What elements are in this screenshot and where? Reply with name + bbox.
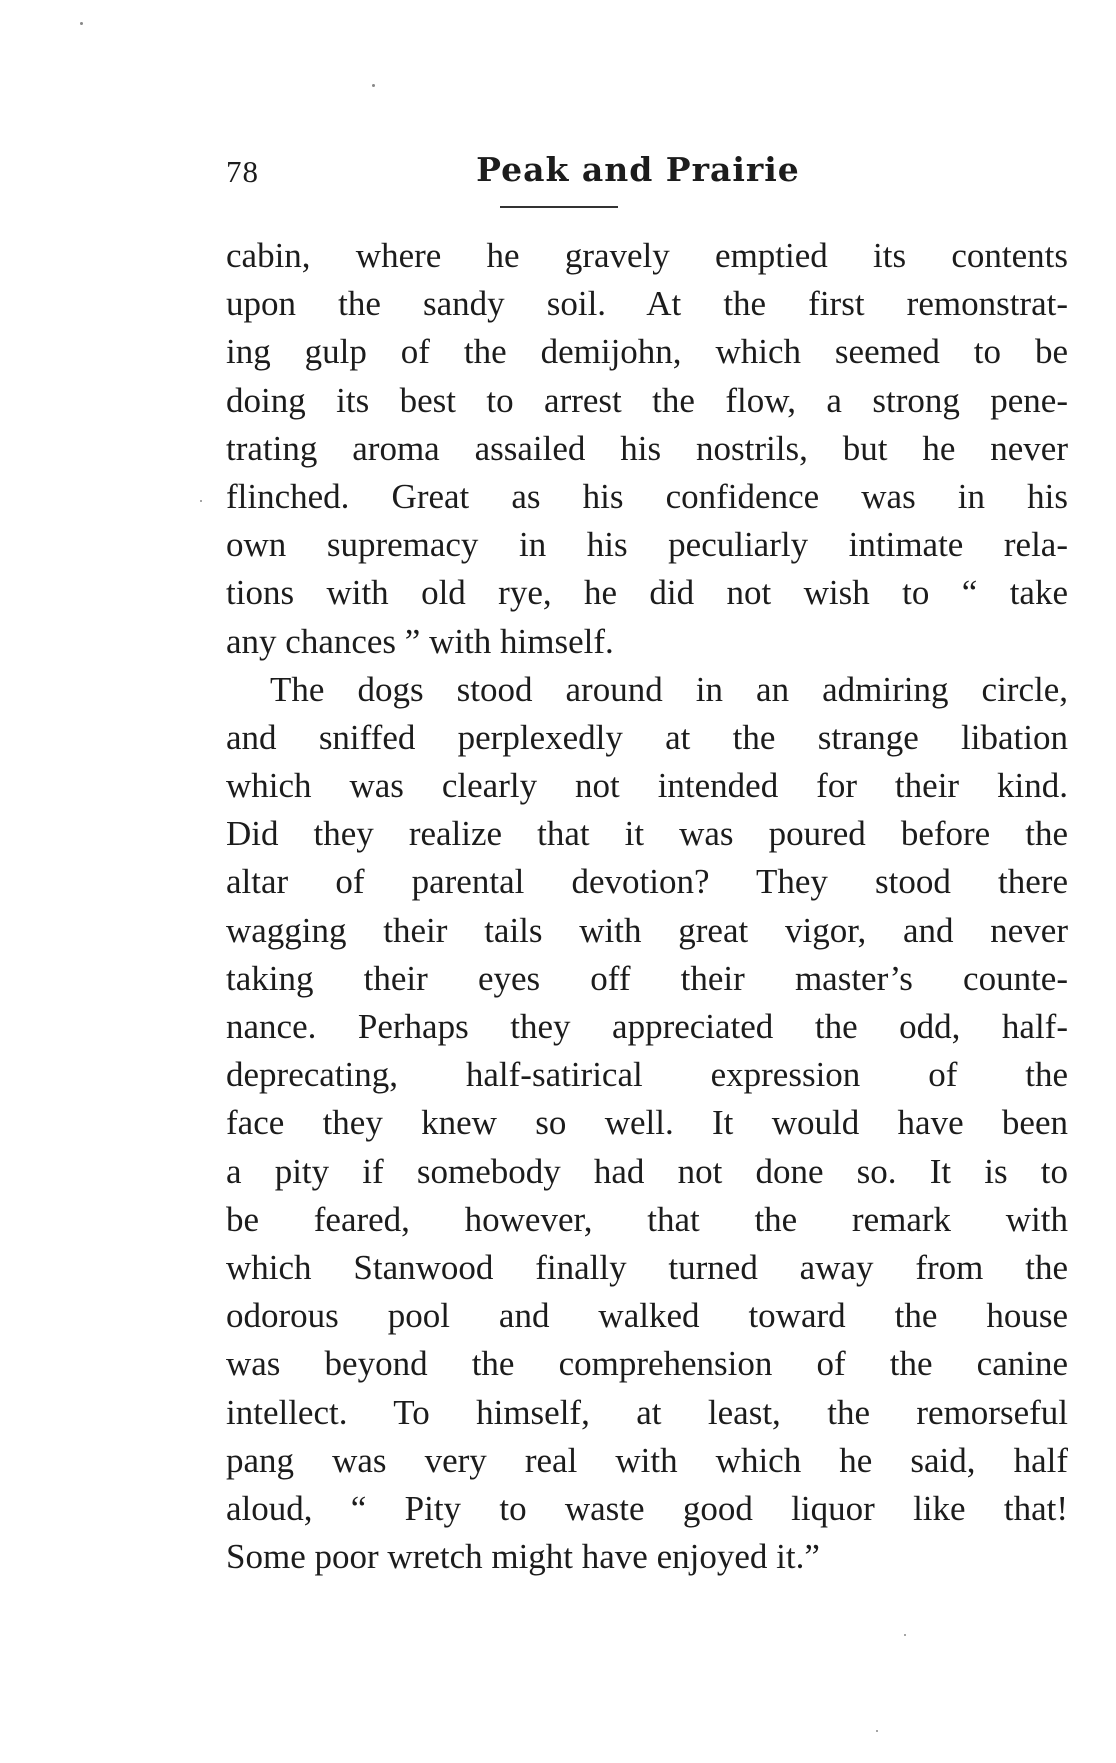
- scan-speck: [200, 500, 202, 502]
- text-line: aloud, “ Pity to waste good liquor like that!: [226, 1488, 1068, 1528]
- scan-speck: [372, 84, 375, 87]
- text-line: which was clearly not intended for their kind.: [226, 766, 1068, 806]
- text-line: and sniffed perplexedly at the strange libation: [226, 717, 1068, 757]
- text-line: was beyond the comprehension of the canine: [226, 1344, 1068, 1384]
- text-line: nance. Perhaps they appreciated the odd, half-: [226, 1007, 1068, 1046]
- text-line: own supremacy in his peculiarly intimate rela-: [226, 525, 1068, 565]
- text-line: flinched. Great as his confidence was in his: [226, 476, 1068, 516]
- text-line: which Stanwood finally turned away from the: [226, 1247, 1068, 1287]
- running-title: Peak and Prairie: [476, 150, 800, 189]
- text-line: deprecating, half-satirical expression of the: [226, 1055, 1068, 1095]
- text-line: Some poor wretch might have enjoyed it.”: [226, 1537, 820, 1577]
- scan-speck: [80, 22, 83, 25]
- text-line: wagging their tails with great vigor, and never: [226, 910, 1068, 950]
- text-line: intellect. To himself, at least, the remorseful: [226, 1392, 1068, 1432]
- text-line: trating aroma assailed his nostrils, but he never: [226, 428, 1068, 468]
- page-header: [226, 150, 1066, 210]
- text-line: upon the sandy soil. At the first remonstrat-: [226, 284, 1068, 324]
- scan-speck: [876, 1730, 878, 1732]
- text-line: any chances ” with himself.: [226, 621, 614, 661]
- text-line: cabin, where he gravely emptied its contents: [226, 236, 1068, 275]
- text-line: Did they realize that it was poured before the: [226, 814, 1068, 854]
- text-line: taking their eyes off their master’s counte-: [226, 958, 1068, 998]
- text-line: be feared, however, that the remark with: [226, 1199, 1068, 1239]
- header-rule: [500, 206, 618, 208]
- text-line: pang was very real with which he said, half: [226, 1440, 1068, 1480]
- text-line: face they knew so well. It would have been: [226, 1103, 1068, 1143]
- text-line: The dogs stood around in an admiring circle,: [270, 669, 1068, 709]
- scan-speck: [904, 1634, 906, 1636]
- text-line: altar of parental devotion? They stood there: [226, 862, 1068, 902]
- text-line: a pity if somebody had not done so. It is to: [226, 1151, 1068, 1191]
- text-line: ing gulp of the demijohn, which seemed to be: [226, 332, 1068, 372]
- text-line: tions with old rye, he did not wish to “ take: [226, 573, 1068, 613]
- body-text: [226, 232, 1068, 1581]
- text-line: doing its best to arrest the flow, a strong pene-: [226, 380, 1068, 420]
- text-line: odorous pool and walked toward the house: [226, 1296, 1068, 1336]
- page-number: 78: [226, 154, 259, 189]
